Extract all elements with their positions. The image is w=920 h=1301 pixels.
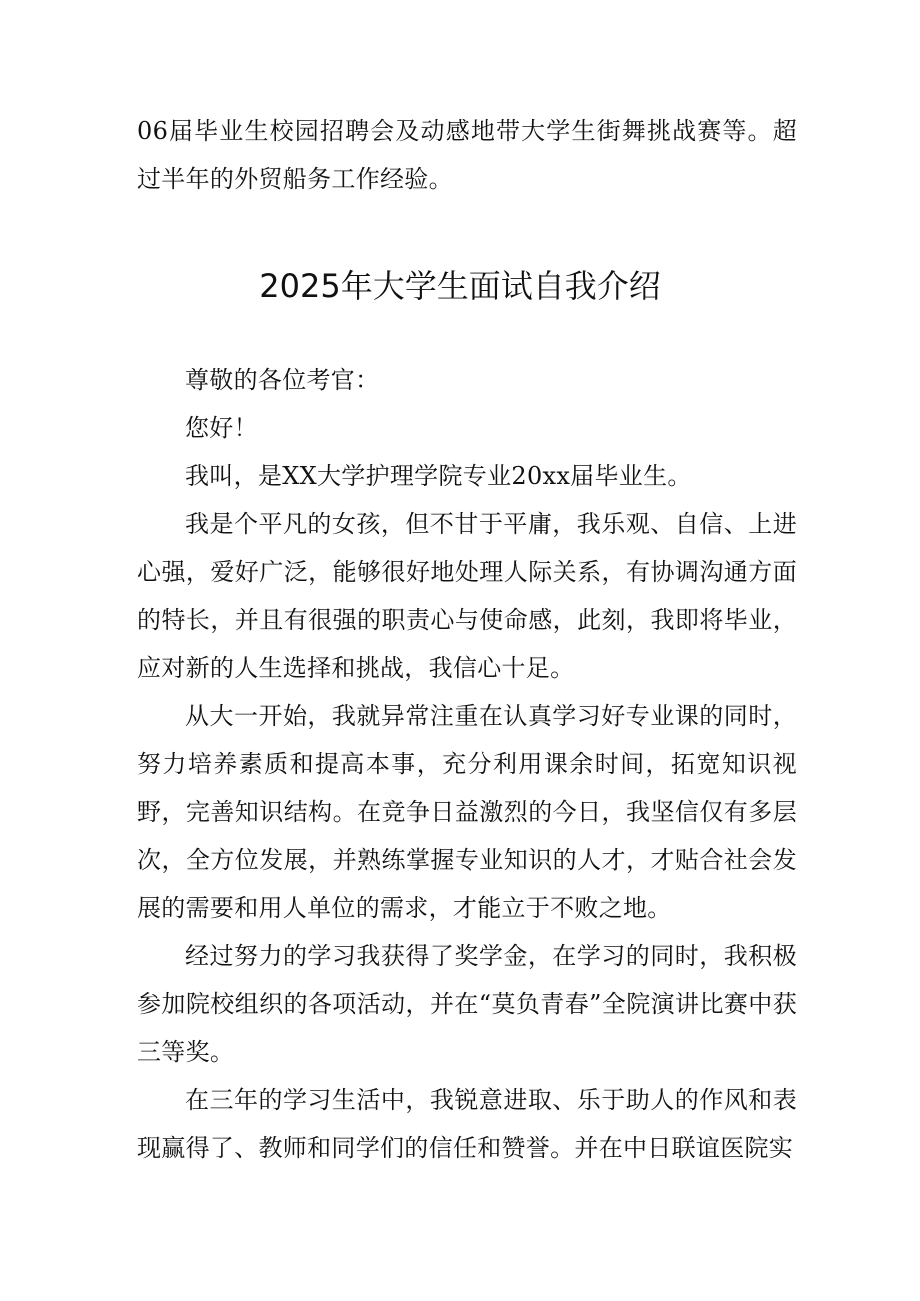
greeting: 您好！	[185, 414, 258, 442]
document-body	[137, 356, 797, 1172]
document-title: 2025年大学生面试自我介绍	[259, 267, 661, 305]
body-paragraph: 从大一开始，我就异常注重在认真学习好专业课的同时，努力培养素质和提高本事，充分利用课余时间，拓宽知识视野，完善知识结构。在竞争日益激烈的今日，我坚信仅有多层次，全方位发展，并熟练掌握专业知识的人才，才贴合社会发展的需要和用人单位的需求，才能立于不败之地。	[137, 702, 797, 922]
continuation-paragraph: 06届毕业生校园招聘会及动感地带大学生街舞挑战赛等。超过半年的外贸船务工作经验。	[137, 117, 797, 193]
body-paragraph: 经过努力的学习我获得了奖学金，在学习的同时，我积极参加院校组织的各项活动，并在“莫负青春”全院演讲比赛中获三等奖。	[137, 942, 797, 1066]
body-paragraph: 我叫，是XX大学护理学院专业20xx届毕业生。	[185, 462, 692, 490]
salutation: 尊敬的各位考官：	[185, 366, 380, 394]
body-paragraph: 在三年的学习生活中，我锐意进取、乐于助人的作风和表现赢得了、教师和同学们的信任和赞誉。并在中日联谊医院实	[137, 1086, 797, 1162]
body-paragraph: 我是个平凡的女孩，但不甘于平庸，我乐观、自信、上进心强，爱好广泛，能够很好地处理人际关系，有协调沟通方面的特长，并且有很强的职责心与使命感，此刻，我即将毕业，应对新的人生选择和挑战，我信心十足。	[137, 510, 797, 682]
